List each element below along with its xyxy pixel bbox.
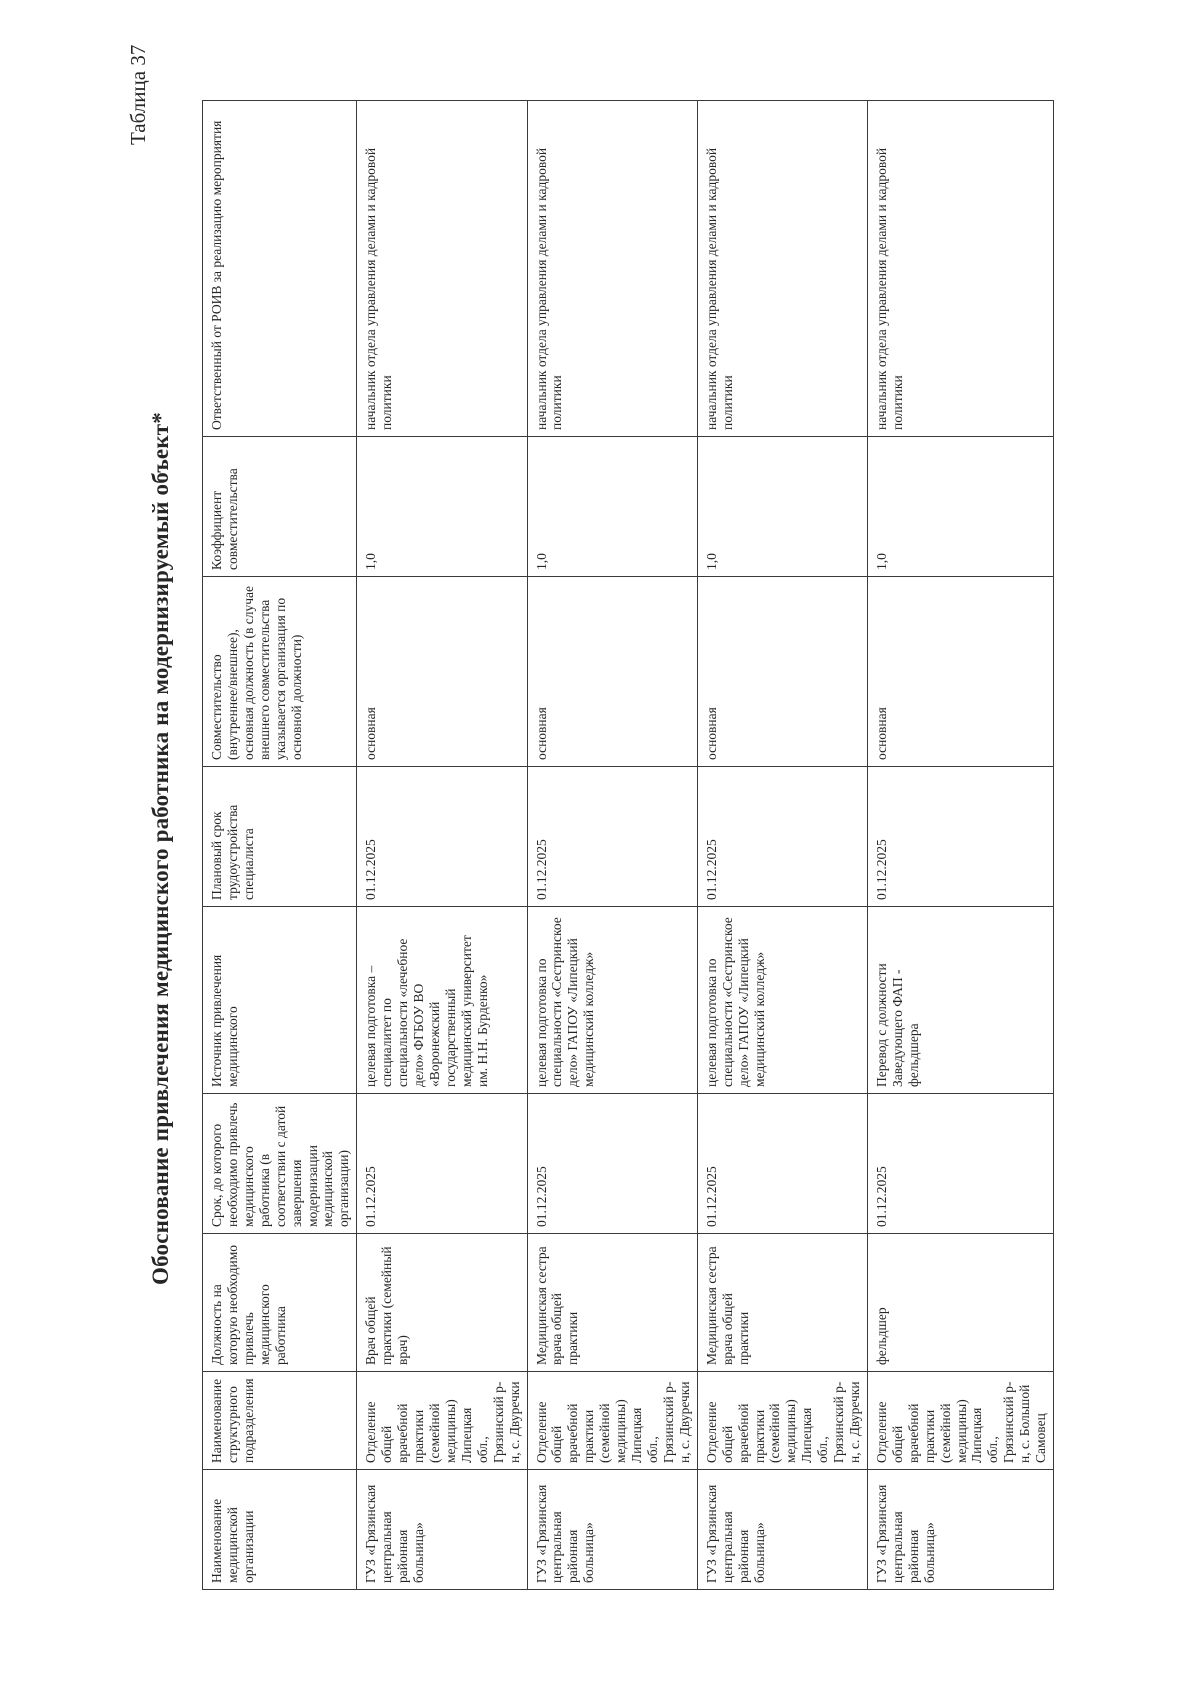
header-source: Источник привлечения медицинского (203, 907, 357, 1094)
cell-organization: ГУЗ «Грязинская центральная районная больница» (527, 1470, 697, 1590)
cell-combination: основная (867, 577, 1053, 767)
cell-combination: основная (697, 577, 867, 767)
table-row (867, 101, 1053, 1590)
cell-responsible: начальник отдела управления делами и кадровой политики (867, 101, 1053, 437)
table-row (357, 101, 527, 1590)
cell-deadline: 01.12.2025 (357, 1094, 527, 1234)
cell-department: Отделение общей врачебной практики (семейной медицины) Липецкая обл., Грязинский р-н, с. Двуречки (527, 1372, 697, 1470)
header-planned-date: Плановый срок трудоустройства специалиста (203, 767, 357, 907)
table-caption: Таблица 37 (126, 44, 150, 145)
cell-source: Перевод с должности Заведующего ФАП - фельдшера (867, 907, 1053, 1094)
header-combination: Совместительство (внутреннее/внешнее), основная должность (в случае внешнего совместительства указывается организация по основной должности) (203, 577, 357, 767)
cell-source: целевая подготовка – специалитет по специальности «лечебное дело» ФГБОУ ВО «Воронежский государственный медицинский университет им. Н.Н. Бурденко» (357, 907, 527, 1094)
table-row (527, 101, 697, 1590)
cell-organization: ГУЗ «Грязинская центральная районная больница» (697, 1470, 867, 1590)
cell-combination: основная (357, 577, 527, 767)
cell-organization: ГУЗ «Грязинская центральная районная больница» (357, 1470, 527, 1590)
header-responsible: Ответственный от РОИВ за реализацию мероприятия (203, 101, 357, 437)
cell-planned-date: 01.12.2025 (527, 767, 697, 907)
cell-planned-date: 01.12.2025 (867, 767, 1053, 907)
cell-coefficient: 1,0 (527, 437, 697, 577)
staffing-table (202, 100, 1054, 1590)
header-organization: Наименование медицинской организации (203, 1470, 357, 1590)
cell-planned-date: 01.12.2025 (697, 767, 867, 907)
cell-coefficient: 1,0 (697, 437, 867, 577)
cell-combination: основная (527, 577, 697, 767)
header-department: Наименование структурного подразделения (203, 1372, 357, 1470)
cell-department: Отделение общей врачебной практики (семейной медицины) Липецкая обл., Грязинский р-н, с. Большой Самовец (867, 1372, 1053, 1470)
cell-department: Отделение общей врачебной практики (семейной медицины) Липецкая обл., Грязинский р-н, с. Двуречки (697, 1372, 867, 1470)
cell-coefficient: 1,0 (357, 437, 527, 577)
cell-responsible: начальник отдела управления делами и кадровой политики (527, 101, 697, 437)
header-position: Должность на которую необходимо привлечь медицинского работника (203, 1234, 357, 1372)
cell-coefficient: 1,0 (867, 437, 1053, 577)
header-deadline: Срок, до которого необходимо привлечь медицинского работника (в соответствии с датой завершения модернизации медицинской организации) (203, 1094, 357, 1234)
cell-department: Отделение общей врачебной практики (семейной медицины) Липецкая обл., Грязинский р-н, с. Двуречки (357, 1372, 527, 1470)
table-header-row (203, 101, 357, 1590)
cell-source: целевая подготовка по специальности «Сестринское дело» ГАПОУ «Липецкий медицинский колледж» (527, 907, 697, 1094)
cell-deadline: 01.12.2025 (697, 1094, 867, 1234)
cell-organization: ГУЗ «Грязинская центральная районная больница» (867, 1470, 1053, 1590)
cell-position: Медицинская сестра врача общей практики (697, 1234, 867, 1372)
cell-source: целевая подготовка по специальности «Сестринское дело» ГАПОУ «Липецкий медицинский колледж» (697, 907, 867, 1094)
cell-responsible: начальник отдела управления делами и кадровой политики (697, 101, 867, 437)
cell-position: фельдшер (867, 1234, 1053, 1372)
cell-deadline: 01.12.2025 (867, 1094, 1053, 1234)
cell-position: Медицинская сестра врача общей практики (527, 1234, 697, 1372)
table-row (697, 101, 867, 1590)
cell-planned-date: 01.12.2025 (357, 767, 527, 907)
page-title: Обоснование привлечения медицинского работника на модернизируемый объект* (148, 412, 173, 1285)
cell-responsible: начальник отдела управления делами и кадровой политики (357, 101, 527, 437)
cell-deadline: 01.12.2025 (527, 1094, 697, 1234)
header-coefficient: Коэффициент совместительства (203, 437, 357, 577)
cell-position: Врач общей практики (семейный врач) (357, 1234, 527, 1372)
